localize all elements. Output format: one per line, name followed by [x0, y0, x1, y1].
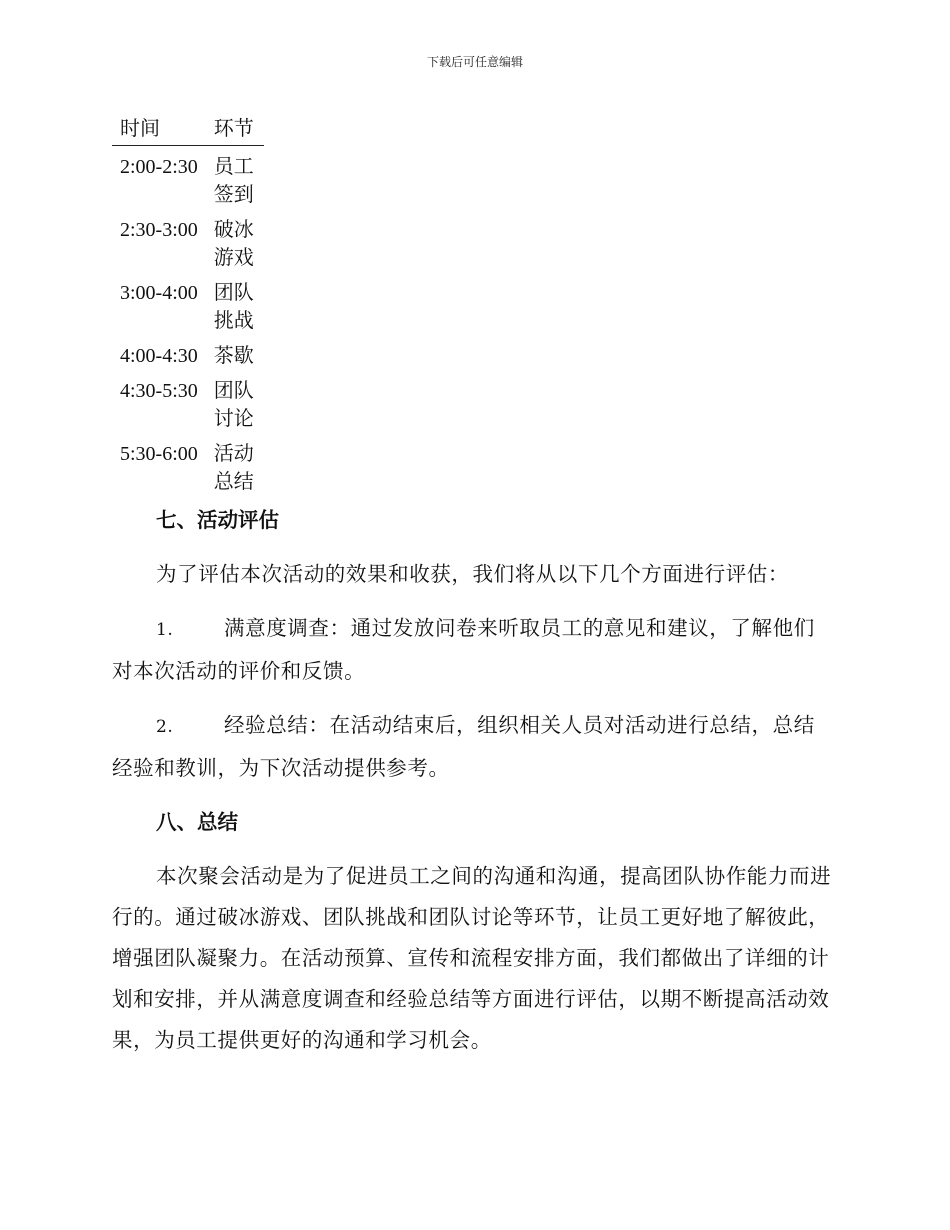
time-cell: 4:30-5:30 [120, 380, 198, 402]
segment-cell: 员工签到 [213, 156, 254, 206]
list-item [112, 705, 832, 789]
segment-cell: 破冰游戏 [213, 219, 254, 269]
time-cell: 5:30-6:00 [120, 443, 198, 465]
column-header-time: 时间 [112, 114, 206, 146]
segment-cell: 团队挑战 [213, 282, 254, 332]
table-row [112, 370, 264, 433]
document-body [112, 500, 832, 1074]
list-item-text: 满意度调查：通过发放问卷来听取员工的意见和建议，了解他们对本次活动的评价和反馈。 [112, 616, 815, 683]
evaluation-intro: 为了评估本次活动的效果和收获，我们将从以下几个方面进行评估： [156, 562, 789, 586]
list-item [112, 608, 832, 692]
summary-paragraph: 本次聚会活动是为了促进员工之间的沟通和沟通，提高团队协作能力而进行的。通过破冰游戏、团队挑战和团队讨论等环节，让员工更好地了解彼此，增强团队凝聚力。在活动预算、宣传和流程安排方面，我们都做出了详细的计划和安排，并从满意度调查和经验总结等方面进行评估，以期不断提高活动效果，为员工提供更好的沟通和学习机会。 [112, 864, 832, 1052]
table-row [112, 433, 264, 496]
list-item-text: 经验总结：在活动结束后，组织相关人员对活动进行总结，总结经验和教训，为下次活动提供参考。 [112, 713, 815, 780]
segment-cell: 团队讨论 [213, 380, 254, 430]
table-header-row [112, 114, 264, 146]
time-cell: 2:30-3:00 [120, 219, 198, 241]
page-header: 下载后可任意编辑 [426, 55, 523, 69]
table-row [112, 335, 264, 370]
schedule-table [112, 114, 264, 496]
section-heading-summary: 八、总结 [156, 810, 238, 834]
list-item-number: 2. [156, 717, 174, 737]
table-row [112, 209, 264, 272]
time-cell: 4:00-4:30 [120, 345, 198, 367]
table-row [112, 272, 264, 335]
time-cell: 2:00-2:30 [120, 156, 198, 178]
segment-cell: 茶歇 [213, 345, 254, 367]
column-header-segment: 环节 [206, 114, 264, 146]
segment-cell: 活动总结 [213, 443, 254, 493]
time-cell: 3:00-4:00 [120, 282, 198, 304]
section-heading-evaluation: 七、活动评估 [156, 508, 279, 532]
table-row [112, 146, 264, 210]
list-item-number: 1. [156, 620, 174, 640]
